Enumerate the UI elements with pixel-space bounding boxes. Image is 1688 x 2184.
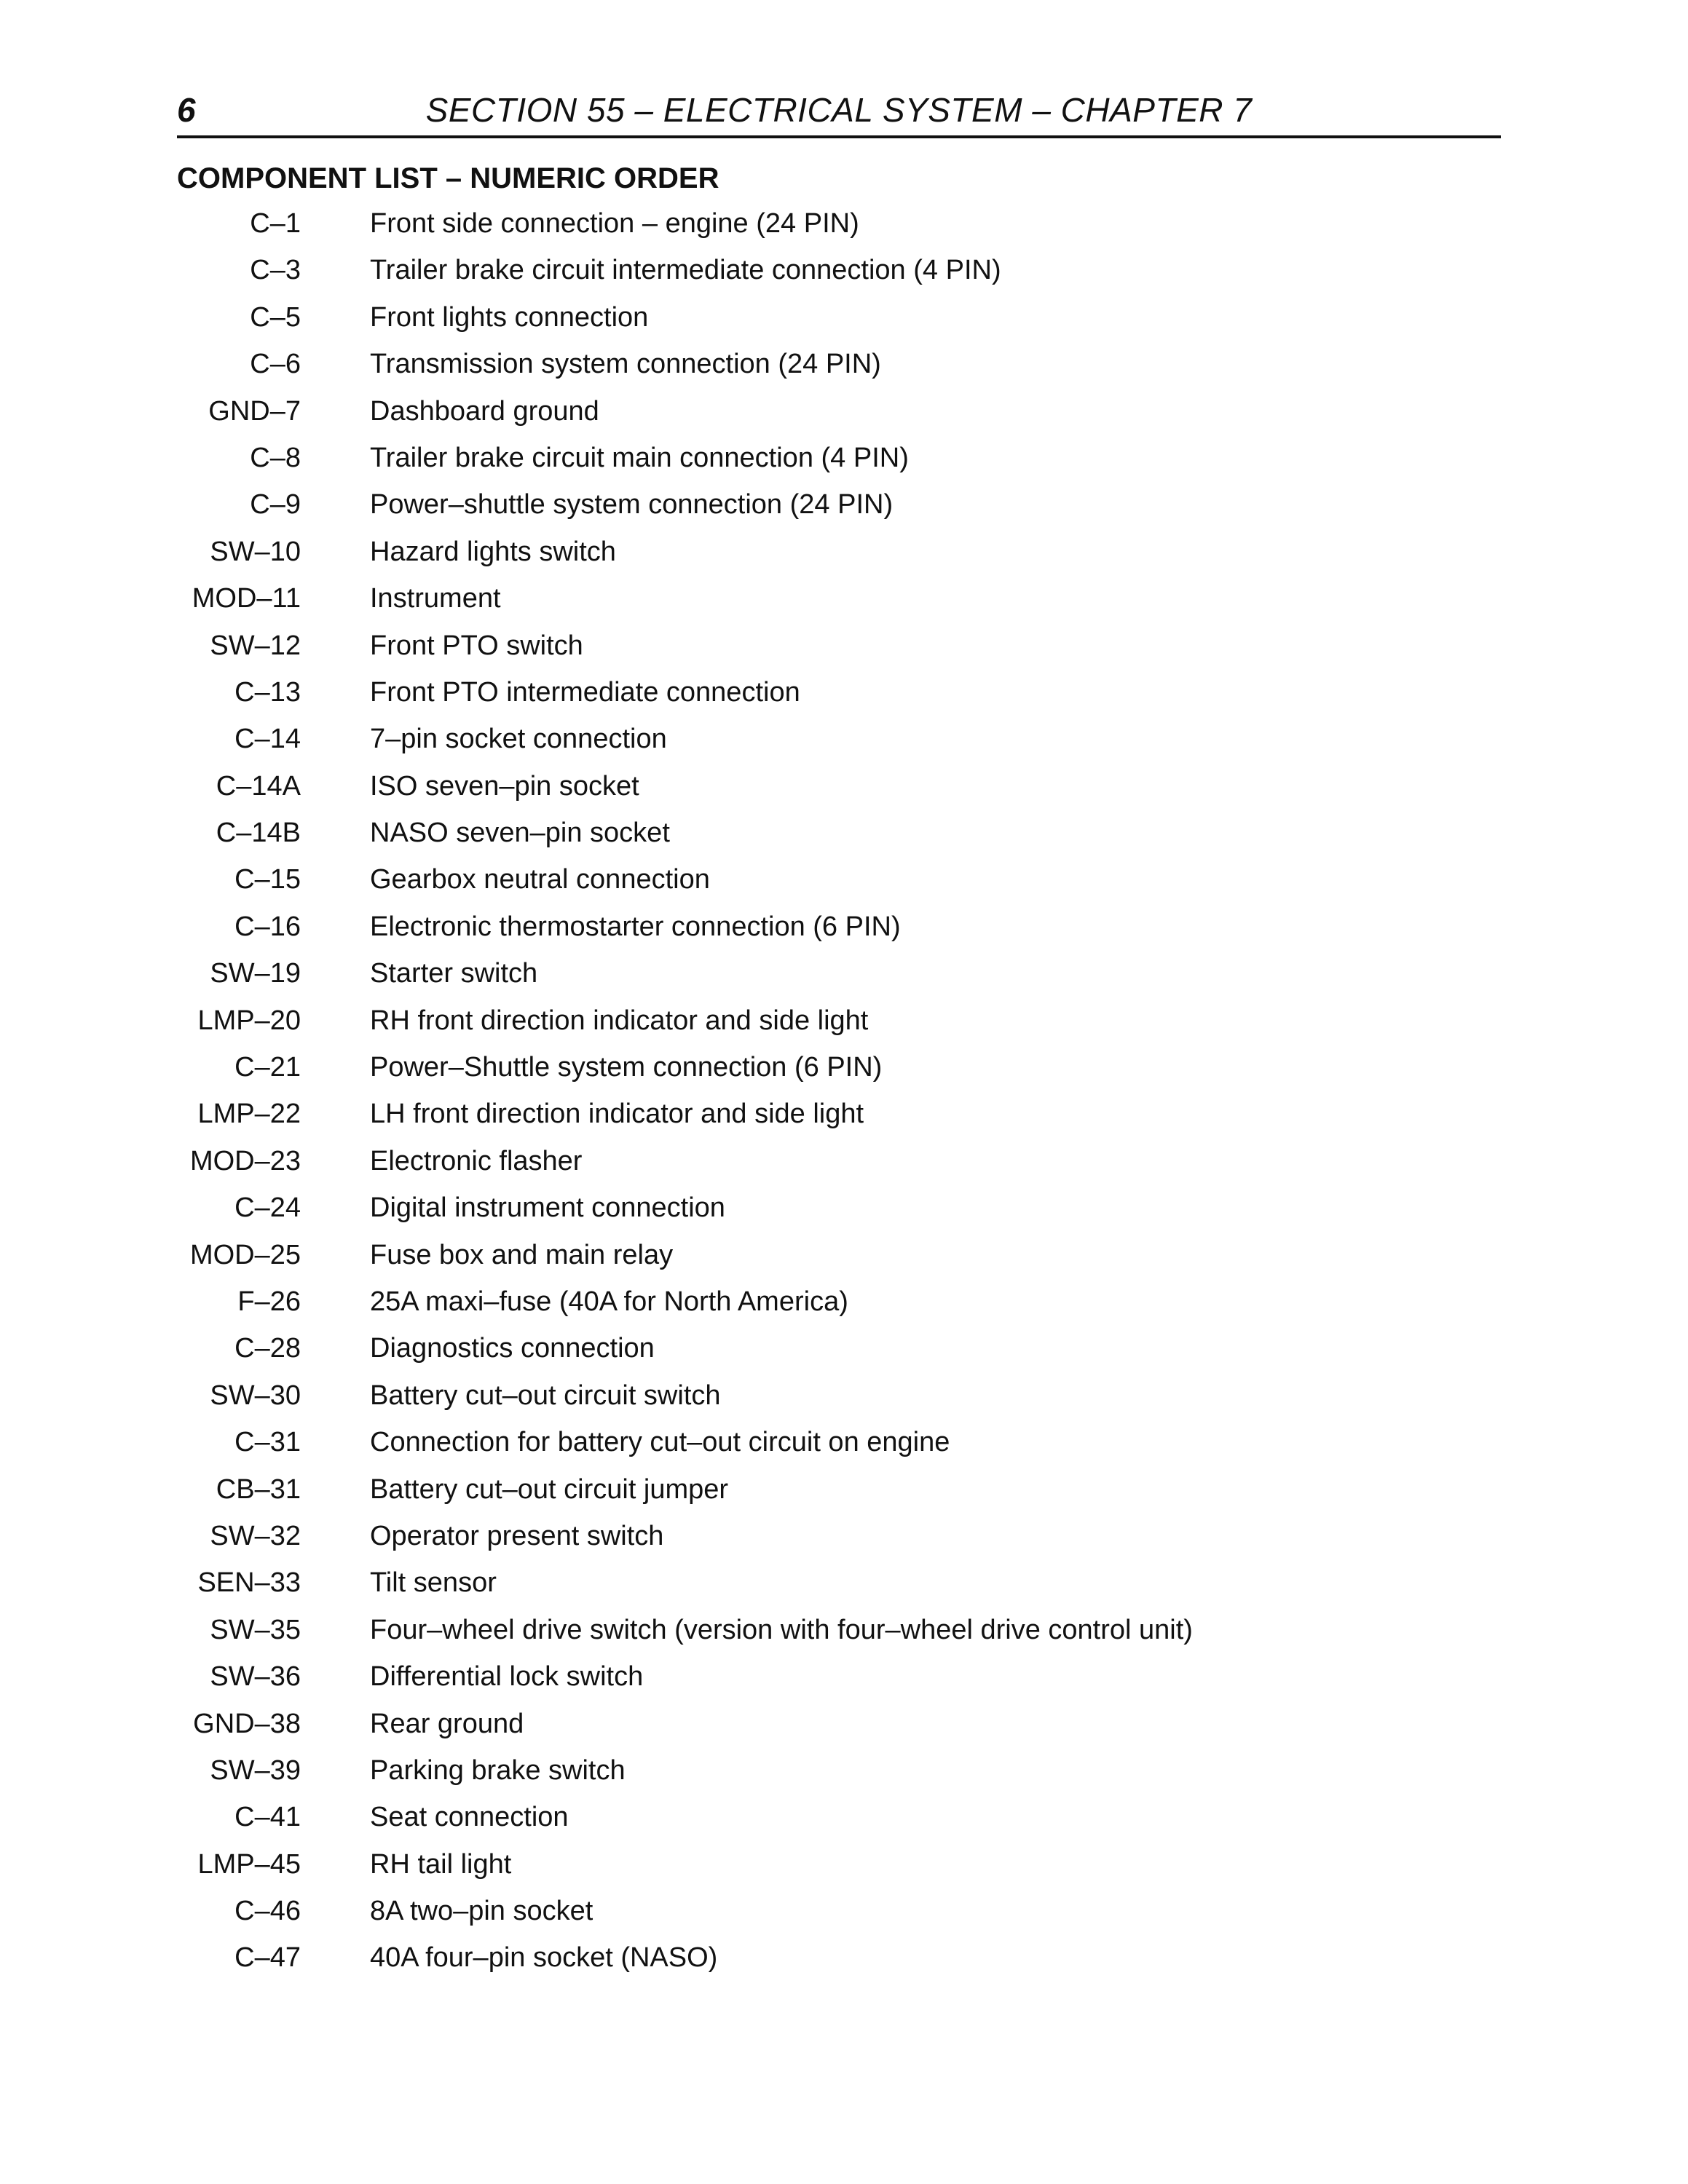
component-code: LMP–45 xyxy=(197,1848,301,1880)
list-item xyxy=(0,1614,1688,1661)
list-item xyxy=(0,911,1688,957)
page-header xyxy=(177,86,1501,138)
component-code: C–24 xyxy=(234,1192,301,1224)
component-code: C–41 xyxy=(234,1802,301,1833)
component-description: RH front direction indicator and side light xyxy=(370,1005,869,1036)
component-description: Tilt sensor xyxy=(370,1567,497,1599)
page-heading: SECTION 55 – ELECTRICAL SYSTEM – CHAPTER 7 xyxy=(425,91,1253,129)
component-code: LMP–22 xyxy=(197,1099,301,1130)
list-item xyxy=(0,1567,1688,1613)
list-item xyxy=(0,1286,1688,1332)
list-item xyxy=(0,676,1688,723)
list-item xyxy=(0,1848,1688,1895)
component-code: MOD–23 xyxy=(189,1145,301,1176)
list-item xyxy=(0,488,1688,535)
list-item xyxy=(0,348,1688,395)
component-description: Trailer brake circuit main connection (4 PIN) xyxy=(370,442,909,473)
component-description: Seat connection xyxy=(370,1802,569,1833)
list-item xyxy=(0,1332,1688,1379)
component-description: Front PTO switch xyxy=(370,630,583,661)
component-description: Fuse box and main relay xyxy=(370,1239,674,1270)
list-item xyxy=(0,1380,1688,1426)
component-code: C–21 xyxy=(234,1052,301,1083)
component-code: C–46 xyxy=(234,1896,301,1927)
component-description: Instrument xyxy=(370,583,501,614)
component-code: SW–39 xyxy=(210,1754,301,1786)
list-item xyxy=(0,957,1688,1004)
component-code: C–14A xyxy=(216,770,301,802)
component-description: Rear ground xyxy=(370,1708,524,1739)
component-list xyxy=(0,207,1688,1989)
component-description: 8A two–pin socket xyxy=(370,1896,593,1927)
list-item xyxy=(0,1708,1688,1754)
component-description: Hazard lights switch xyxy=(370,536,616,567)
list-item xyxy=(0,1426,1688,1473)
component-description: LH front direction indicator and side light xyxy=(370,1099,864,1130)
component-description: Gearbox neutral connection xyxy=(370,864,710,895)
list-item xyxy=(0,723,1688,769)
component-description: Front side connection – engine (24 PIN) xyxy=(370,208,859,239)
page-number: 6 xyxy=(177,91,196,129)
component-description: Electronic flasher xyxy=(370,1145,583,1176)
list-item xyxy=(0,817,1688,863)
component-code: C–6 xyxy=(250,349,301,380)
list-item xyxy=(0,301,1688,348)
list-item xyxy=(0,395,1688,442)
component-code: SW–19 xyxy=(210,958,301,989)
component-code: C–16 xyxy=(234,911,301,942)
list-item xyxy=(0,1473,1688,1520)
list-item xyxy=(0,630,1688,676)
list-item xyxy=(0,1145,1688,1192)
component-description: Digital instrument connection xyxy=(370,1192,725,1224)
component-code: C–28 xyxy=(234,1333,301,1364)
list-item xyxy=(0,1192,1688,1238)
component-code: C–1 xyxy=(250,208,301,239)
list-item xyxy=(0,1754,1688,1801)
component-code: SW–32 xyxy=(210,1520,301,1551)
component-code: SW–10 xyxy=(210,536,301,567)
component-code: MOD–11 xyxy=(192,583,301,614)
component-description: Front PTO intermediate connection xyxy=(370,676,800,708)
component-code: GND–38 xyxy=(193,1708,301,1739)
list-item xyxy=(0,1520,1688,1567)
component-code: C–15 xyxy=(234,864,301,895)
list-title: COMPONENT LIST – NUMERIC ORDER xyxy=(177,162,719,194)
component-description: Transmission system connection (24 PIN) xyxy=(370,349,881,380)
list-item xyxy=(0,1098,1688,1144)
component-description: Battery cut–out circuit switch xyxy=(370,1380,721,1411)
list-item xyxy=(0,1661,1688,1707)
component-description: Dashboard ground xyxy=(370,395,599,427)
list-item xyxy=(0,442,1688,488)
component-description: NASO seven–pin socket xyxy=(370,818,670,849)
component-description: 25A maxi–fuse (40A for North America) xyxy=(370,1286,848,1317)
list-item xyxy=(0,1895,1688,1942)
component-code: F–26 xyxy=(237,1286,301,1317)
component-description: Power–Shuttle system connection (6 PIN) xyxy=(370,1052,883,1083)
component-code: GND–7 xyxy=(208,395,301,427)
component-description: Starter switch xyxy=(370,958,538,989)
component-description: Connection for battery cut–out circuit on engine xyxy=(370,1427,950,1458)
component-description: RH tail light xyxy=(370,1848,512,1880)
component-code: SW–30 xyxy=(210,1380,301,1411)
component-code: C–5 xyxy=(250,301,301,333)
list-item xyxy=(0,207,1688,254)
component-code: C–3 xyxy=(250,255,301,286)
list-item xyxy=(0,1942,1688,1988)
component-description: Power–shuttle system connection (24 PIN) xyxy=(370,489,894,521)
component-code: C–9 xyxy=(250,489,301,521)
component-description: 40A four–pin socket (NASO) xyxy=(370,1942,718,1974)
component-description: Front lights connection xyxy=(370,301,649,333)
component-code: C–14B xyxy=(216,818,301,849)
list-item xyxy=(0,770,1688,817)
list-item xyxy=(0,1801,1688,1848)
component-code: SW–12 xyxy=(210,630,301,661)
component-description: Electronic thermostarter connection (6 PIN) xyxy=(370,911,901,942)
component-code: SEN–33 xyxy=(197,1567,301,1599)
component-code: C–31 xyxy=(234,1427,301,1458)
component-code: C–47 xyxy=(234,1942,301,1974)
component-description: Trailer brake circuit intermediate connection (4 PIN) xyxy=(370,255,1001,286)
list-item xyxy=(0,1239,1688,1286)
component-description: Operator present switch xyxy=(370,1520,664,1551)
list-item xyxy=(0,536,1688,582)
component-code: SW–36 xyxy=(210,1661,301,1693)
component-code: SW–35 xyxy=(210,1614,301,1645)
component-description: ISO seven–pin socket xyxy=(370,770,639,802)
component-code: MOD–25 xyxy=(189,1239,301,1270)
component-code: C–14 xyxy=(234,724,301,755)
component-description: 7–pin socket connection xyxy=(370,724,667,755)
component-description: Four–wheel drive switch (version with four–wheel drive control unit) xyxy=(370,1614,1193,1645)
component-code: C–13 xyxy=(234,676,301,708)
component-description: Parking brake switch xyxy=(370,1754,626,1786)
list-item xyxy=(0,254,1688,301)
list-item xyxy=(0,582,1688,629)
component-code: C–8 xyxy=(250,442,301,473)
list-item xyxy=(0,863,1688,910)
list-item xyxy=(0,1005,1688,1051)
component-code: CB–31 xyxy=(216,1473,301,1505)
component-code: LMP–20 xyxy=(197,1005,301,1036)
list-item xyxy=(0,1051,1688,1098)
component-description: Battery cut–out circuit jumper xyxy=(370,1473,729,1505)
component-description: Diagnostics connection xyxy=(370,1333,655,1364)
component-description: Differential lock switch xyxy=(370,1661,644,1693)
